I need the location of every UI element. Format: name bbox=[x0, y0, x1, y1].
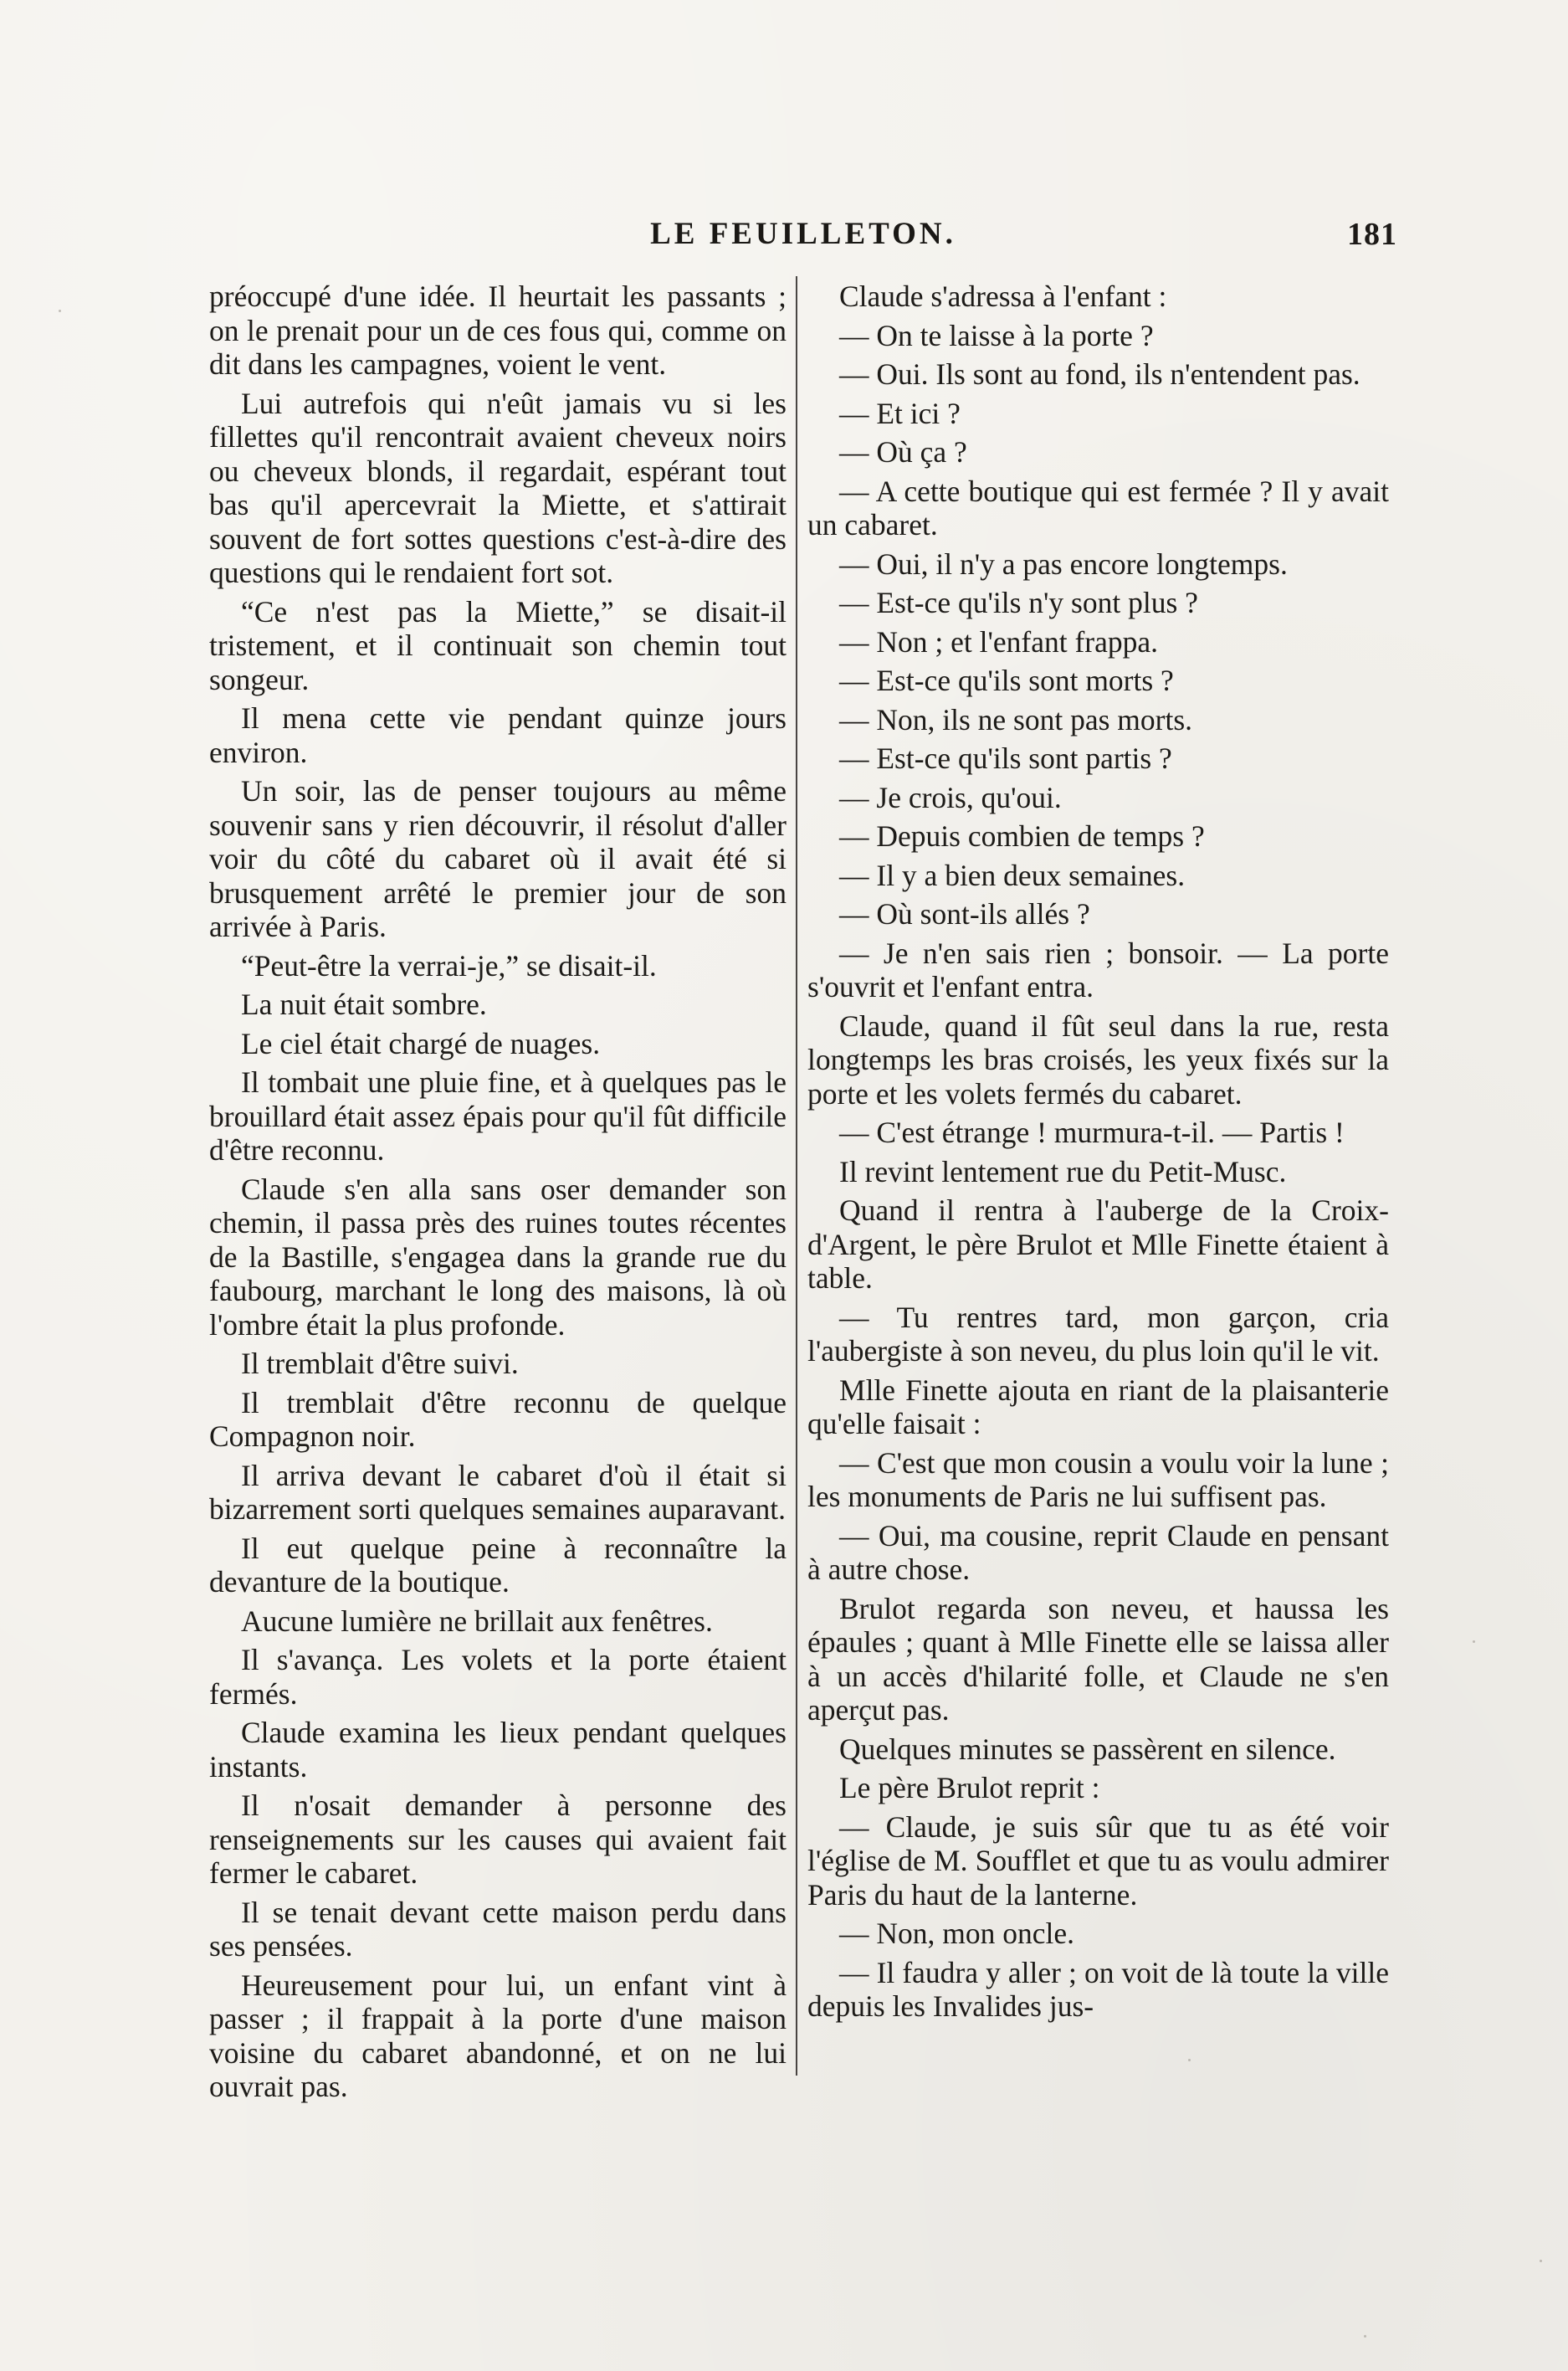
paragraph: Claude s'adressa à l'enfant : bbox=[839, 280, 1167, 313]
paragraph: Il tremblait d'être reconnu de quelque Compagnon noir. bbox=[209, 1385, 787, 1453]
paragraph: — Je crois, qu'oui. bbox=[839, 780, 1062, 814]
paragraph: — Claude, je suis sûr que tu as été voir l'église de M. Soufflet et que tu as voulu admirer Paris du haut de la lanterne. bbox=[807, 1809, 1389, 1912]
paragraph: Claude examina les lieux pendant quelques instants. bbox=[209, 1716, 787, 1783]
paragraph: — Non, ils ne sont pas morts. bbox=[839, 702, 1193, 736]
paragraph: — Est-ce qu'ils sont partis ? bbox=[839, 742, 1172, 775]
page-number: 181 bbox=[1347, 217, 1397, 252]
column-divider bbox=[796, 276, 797, 2076]
paragraph: “Ce n'est pas la Miette,” se disait-il tristement, et il continuait son chemin tout songeur. bbox=[209, 594, 787, 696]
page-title: LE FEUILLETON. bbox=[650, 217, 956, 251]
paragraph: — Oui, il n'y a pas encore longtemps. bbox=[839, 547, 1288, 581]
paragraph: — Non ; et l'enfant frappa. bbox=[839, 624, 1158, 659]
paragraph: Le père Brulot reprit : bbox=[839, 1771, 1100, 1804]
paragraph: — Je n'en sais rien ; bonsoir. — La porte s'ouvrit et l'enfant entra. bbox=[807, 936, 1389, 1003]
paragraph: Claude s'en alla sans oser demander son chemin, il passa près des ruines toutes récentes de la Bastille, s'engagea dans la grande rue du faubourg, marchant le long des maisons, là où l'ombre était la plus profonde. bbox=[209, 1172, 787, 1342]
paragraph: — Il faudra y aller ; on voit de là toute la ville depuis les Invalides jus- bbox=[807, 1955, 1389, 2023]
paragraph: Mlle Finette ajouta en riant de la plaisanterie qu'elle faisait : bbox=[807, 1373, 1389, 1440]
paragraph: — C'est que mon cousin a voulu voir la lune ; les monuments de Paris ne lui suffisent pas. bbox=[807, 1445, 1389, 1513]
paragraph: Il n'osait demander à personne des renseignements sur les causes qui avaient fait fermer le cabaret. bbox=[209, 1789, 787, 1890]
paragraph: La nuit était sombre. bbox=[241, 988, 487, 1021]
print-speck bbox=[1364, 2335, 1366, 2338]
paragraph: — Où ça ? bbox=[839, 435, 967, 469]
paragraph: Aucune lumière ne brillait aux fenêtres. bbox=[241, 1604, 713, 1638]
paragraph: Heureusement pour lui, un enfant vint à passer ; il frappait à la porte d'une maison voisine du cabaret abandonné, et on ne lui ouvrait pas. bbox=[209, 1968, 787, 2103]
paragraph: Il eut quelque peine à reconnaître la devanture de la boutique. bbox=[209, 1531, 787, 1599]
paragraph: — A cette boutique qui est fermée ? Il y avait un cabaret. bbox=[807, 474, 1389, 541]
paragraph: Quand il rentra à l'auberge de la Croix-d'Argent, le père Brulot et Mlle Finette étaient à table. bbox=[807, 1193, 1389, 1295]
paragraph: — Et ici ? bbox=[839, 396, 961, 430]
paragraph: Il tremblait d'être suivi. bbox=[241, 1347, 519, 1380]
print-speck bbox=[59, 310, 61, 312]
paragraph: — Depuis combien de temps ? bbox=[839, 819, 1205, 853]
paragraph: — Où sont-ils allés ? bbox=[839, 897, 1090, 931]
paragraph: Il revint lentement rue du Petit-Musc. bbox=[839, 1154, 1287, 1188]
paragraph: Lui autrefois qui n'eût jamais vu si les fillettes qu'il rencontrait avaient cheveux noirs ou cheveux blonds, il regardait, espérant tout bas qu'il apercevrait la Miette, et s'attirait souvent de fort sottes questions c'est-à-dire des questions qui le rendaient fort sot. bbox=[209, 386, 787, 589]
paragraph: Brulot regarda son neveu, et haussa les épaules ; quant à Mlle Finette elle se laissa aller à un accès d'hilarité folle, et Claude ne s'en aperçut pas. bbox=[807, 1591, 1389, 1727]
left-column bbox=[209, 280, 787, 2109]
print-speck bbox=[1473, 1640, 1475, 1643]
paragraph: préoccupé d'une idée. Il heurtait les passants ; on le prenait pour un de ces fous qui, comme on dit dans les campagnes, voient le vent. bbox=[209, 280, 787, 381]
paragraph: Il arriva devant le cabaret d'où il était si bizarrement sorti quelques semaines auparavant. bbox=[209, 1458, 787, 1526]
paragraph: — On te laisse à la porte ? bbox=[839, 318, 1154, 352]
right-column bbox=[807, 280, 1389, 2029]
paragraph: Le ciel était chargé de nuages. bbox=[241, 1026, 601, 1060]
paragraph: — Oui. Ils sont au fond, ils n'entendent pas. bbox=[839, 357, 1360, 391]
paragraph: Il mena cette vie pendant quinze jours environ. bbox=[209, 701, 787, 769]
paragraph: Un soir, las de penser toujours au même souvenir sans y rien découvrir, il résolut d'aller voir du côté du cabaret où il avait été si brusquement arrêté le premier jour de son arrivée à Paris. bbox=[209, 774, 787, 943]
running-head bbox=[201, 216, 1406, 266]
paragraph: — Tu rentres tard, mon garçon, cria l'aubergiste à son neveu, du plus loin qu'il le vit. bbox=[807, 1300, 1389, 1368]
paragraph: — Est-ce qu'ils n'y sont plus ? bbox=[839, 586, 1198, 619]
paragraph: “Peut-être la verrai-je,” se disait-il. bbox=[241, 948, 657, 983]
print-speck bbox=[1188, 2059, 1191, 2061]
paragraph: — C'est étrange ! murmura-t-il. — Partis ! bbox=[839, 1116, 1345, 1149]
print-speck bbox=[1540, 2260, 1542, 2262]
paragraph: Quelques minutes se passèrent en silence. bbox=[839, 1732, 1336, 1766]
paragraph: — Il y a bien deux semaines. bbox=[839, 858, 1186, 892]
paragraph: Il tombait une pluie fine, et à quelques pas le brouillard était assez épais pour qu'il fût difficile d'être reconnu. bbox=[209, 1065, 787, 1167]
paragraph: Claude, quand il fût seul dans la rue, resta longtemps les bras croisés, les yeux fixés sur la porte et les volets fermés du cabaret. bbox=[807, 1008, 1389, 1111]
paragraph: Il s'avança. Les volets et la porte étaient fermés. bbox=[209, 1643, 787, 1711]
paragraph: — Oui, ma cousine, reprit Claude en pensant à autre chose. bbox=[807, 1518, 1389, 1586]
paragraph: — Est-ce qu'ils sont morts ? bbox=[839, 664, 1174, 697]
paragraph: Il se tenait devant cette maison perdu dans ses pensées. bbox=[209, 1895, 787, 1963]
paragraph: — Non, mon oncle. bbox=[839, 1917, 1075, 1950]
